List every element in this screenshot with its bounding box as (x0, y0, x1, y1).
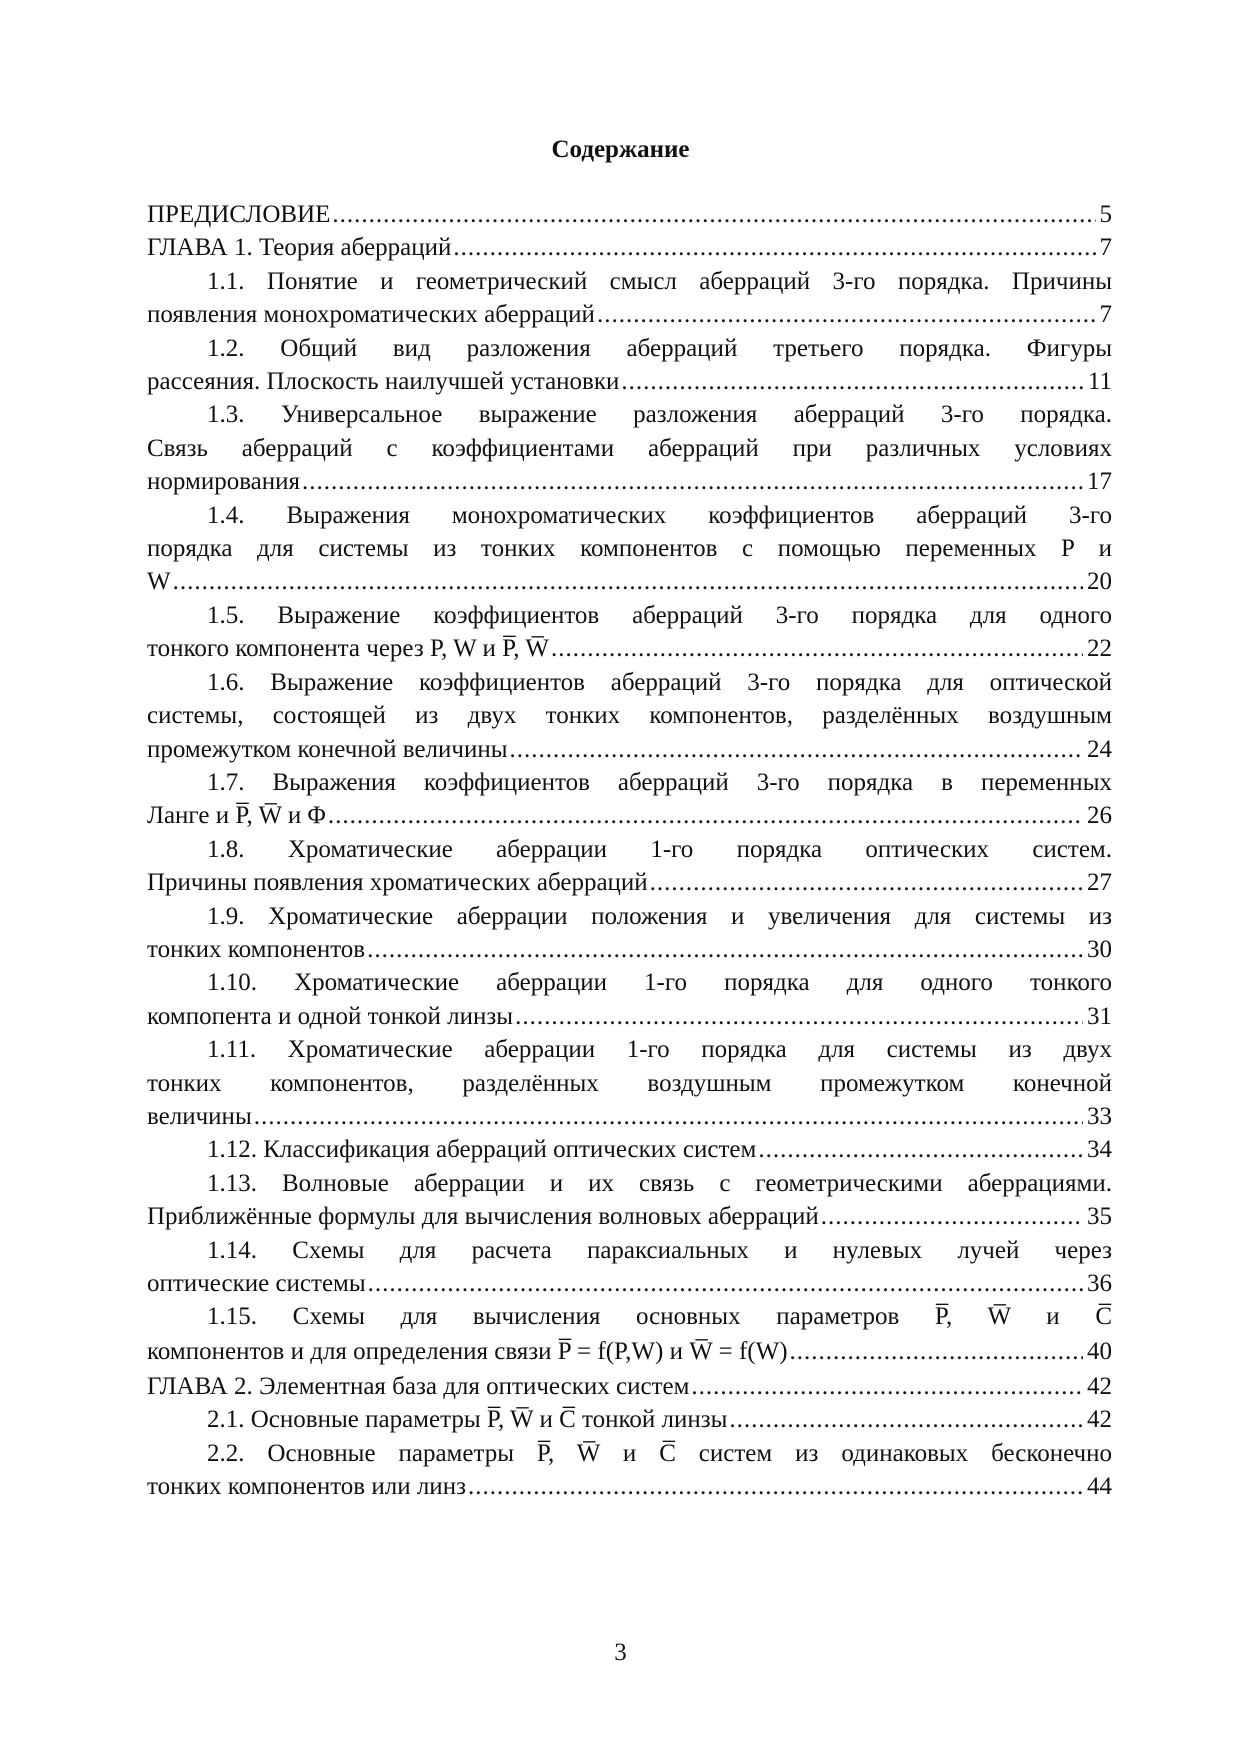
toc-entry-line: 1.5. Выражение коэффициентов аберраций 3-го порядка для одного (207, 601, 1112, 629)
toc-entry (147, 1300, 1112, 1369)
toc-entry-title: Приближённые формулы для вычисления волновых аберраций (147, 1203, 819, 1231)
toc-entry-page-number: 44 (1087, 1473, 1112, 1501)
toc-entry-line: 1.4. Выражения монохроматических коэффициентов аберраций 3-го (207, 501, 1112, 529)
toc-entry (147, 398, 1112, 498)
page-number: 3 (614, 1639, 627, 1666)
toc-entry-line: системы, состоящей из двух тонких компонентов, разделённых воздушным (147, 702, 1112, 730)
toc-entry-title: W (147, 568, 171, 596)
toc-entry-title: 1.12. Классификация аберраций оптических систем (207, 1136, 757, 1164)
toc-entry-page-number: 42 (1087, 1406, 1112, 1434)
dot-leader (302, 465, 1083, 498)
dot-leader (367, 933, 1083, 966)
toc-entry-title: рассеяния. Плоскость наилучшей установки (147, 368, 620, 396)
table-of-contents (147, 198, 1112, 1503)
toc-entry-title: Ланге и P̅, W̅ и Φ (147, 802, 326, 830)
toc-entry (147, 1437, 1112, 1504)
toc-entry-leader-line (147, 632, 1112, 665)
toc-entry (147, 833, 1112, 900)
toc-entry-title: компонентов и для определения связи P̅ = f(P,W) и W̅ = f(W) (147, 1337, 788, 1365)
dot-leader (621, 365, 1084, 398)
dot-leader (254, 1100, 1083, 1133)
toc-entry-title: ГЛАВА 2. Элементная база для оптических систем (147, 1372, 690, 1400)
dot-leader (790, 1334, 1083, 1370)
toc-entry-line: Связь аберраций с коэффициентами аберраций при различных условиях (147, 434, 1112, 462)
toc-entry (147, 332, 1112, 399)
toc-entry-page-number: 33 (1087, 1102, 1112, 1130)
dot-leader (691, 1370, 1083, 1403)
toc-entry-leader-line (147, 1133, 1112, 1166)
toc-entry-leader-line (147, 1267, 1112, 1300)
toc-entry-title: Причины появления хроматических аберраций (147, 869, 648, 897)
toc-entry (147, 1033, 1112, 1133)
dot-leader (821, 1200, 1083, 1233)
toc-entry-line: 1.13. Волновые аберрации и их связь с геометрическими аберрациями. (207, 1169, 1112, 1197)
toc-entry-leader-line (147, 866, 1112, 899)
toc-entry-line: 1.7. Выражения коэффициентов аберраций 3-го порядка в переменных (207, 768, 1112, 796)
toc-entry (147, 198, 1112, 231)
toc-entry-leader-line (147, 1100, 1112, 1133)
toc-entry-leader-line (147, 231, 1112, 264)
toc-entry-title: 2.1. Основные параметры P̅, W̅ и C̅ тонкой линзы (207, 1406, 728, 1434)
toc-entry-title: тонкого компонента через P, W и P̅, W̅ (147, 635, 549, 663)
toc-entry-leader-line (147, 365, 1112, 398)
toc-entry-title: ПРЕДИСЛОВИЕ (147, 201, 331, 228)
toc-entry-title: тонких компонентов (147, 935, 366, 963)
dot-leader (468, 1470, 1083, 1503)
toc-entry (147, 599, 1112, 666)
toc-entry-page-number: 22 (1087, 635, 1112, 663)
toc-entry-page-number: 5 (1099, 201, 1112, 228)
toc-entry-title: нормирования (147, 468, 301, 496)
toc-entry-line: 1.1. Понятие и геометрический смысл аберраций 3-го порядка. Причины (207, 267, 1112, 295)
toc-entry-line: 1.8. Хроматические аберрации 1-го порядка оптических систем. (207, 835, 1112, 863)
dot-leader (758, 1133, 1083, 1166)
toc-entry-line: 2.2. Основные параметры P̅, W̅ и C̅ систем из одинаковых бесконечно (207, 1439, 1112, 1467)
toc-entry-page-number: 26 (1087, 802, 1112, 830)
toc-entry-line: 1.9. Хроматические аберрации положения и увеличения для системы из (207, 902, 1112, 930)
toc-entry-line: 1.10. Хроматические аберрации 1-го порядка для одного тонкого (207, 969, 1112, 997)
dot-leader (597, 298, 1096, 331)
dot-leader (332, 198, 1095, 231)
dot-leader (650, 866, 1083, 899)
toc-entry-page-number: 7 (1099, 234, 1112, 262)
toc-title: Содержание (551, 136, 690, 163)
toc-entry-page-number: 40 (1087, 1337, 1112, 1365)
toc-entry-page-number: 27 (1087, 869, 1112, 897)
toc-entry-title: тонких компонентов или линз (147, 1473, 466, 1501)
toc-entry (147, 966, 1112, 1033)
toc-entry-leader-line (147, 799, 1112, 832)
toc-entry-leader-line (147, 933, 1112, 966)
toc-entry-line: порядка для системы из тонких компонентов с помощью переменных P и (147, 535, 1112, 563)
toc-entry-leader-line (147, 1470, 1112, 1503)
toc-entry-page-number: 35 (1087, 1203, 1112, 1231)
dot-leader (368, 1267, 1083, 1300)
toc-entry-title: компопента и одной тонкой линзы (147, 1002, 514, 1030)
toc-entry (147, 766, 1112, 833)
toc-entry-page-number: 36 (1087, 1270, 1112, 1297)
toc-entry-line: 1.3. Универсальное выражение разложения аберраций 3-го порядка. (207, 401, 1112, 429)
dot-leader (551, 632, 1083, 665)
toc-entry (147, 666, 1112, 766)
toc-entry-line: 1.2. Общий вид разложения аберраций третьего порядка. Фигуры (207, 334, 1112, 362)
toc-entry-line: 1.14. Схемы для расчета параксиальных и нулевых лучей через (207, 1236, 1112, 1264)
toc-entry-page-number: 11 (1087, 368, 1112, 396)
toc-entry (147, 265, 1112, 332)
toc-entry (147, 1234, 1112, 1301)
dot-leader (515, 1000, 1083, 1033)
toc-entry-leader-line (147, 1334, 1112, 1370)
toc-entry-page-number: 34 (1087, 1136, 1112, 1164)
toc-entry-line: 1.11. Хроматические аберрации 1-го порядка для системы из двух (207, 1036, 1112, 1064)
toc-entry-leader-line (147, 198, 1112, 231)
toc-entry (147, 231, 1112, 264)
toc-entry (147, 1133, 1112, 1166)
toc-entry-leader-line (147, 465, 1112, 498)
toc-entry-leader-line (147, 733, 1112, 766)
toc-entry-title: появления монохроматических аберраций (147, 301, 595, 329)
dot-leader (328, 799, 1083, 832)
dot-leader (453, 231, 1095, 264)
toc-entry-page-number: 31 (1087, 1002, 1112, 1030)
toc-entry (147, 499, 1112, 599)
toc-entry (147, 1403, 1112, 1436)
toc-entry (147, 900, 1112, 967)
toc-entry-title: оптические системы (147, 1270, 366, 1297)
toc-entry-page-number: 7 (1099, 301, 1112, 329)
toc-entry-leader-line (147, 1403, 1112, 1436)
toc-entry-line: 1.6. Выражение коэффициентов аберраций 3-го порядка для оптической (207, 668, 1112, 696)
toc-entry-leader-line (147, 1000, 1112, 1033)
toc-entry-page-number: 24 (1087, 735, 1112, 763)
toc-entry-leader-line (147, 565, 1112, 598)
toc-entry-page-number: 42 (1087, 1372, 1112, 1400)
toc-entry-leader-line (147, 298, 1112, 331)
toc-entry-title: промежутком конечной величины (147, 735, 508, 763)
toc-entry (147, 1370, 1112, 1403)
dot-leader (510, 733, 1083, 766)
dot-leader (173, 565, 1083, 598)
toc-entry-leader-line (147, 1200, 1112, 1233)
toc-entry-page-number: 17 (1087, 468, 1112, 496)
toc-entry-page-number: 20 (1087, 568, 1112, 596)
toc-entry-title: ГЛАВА 1. Теория аберраций (147, 234, 452, 262)
toc-entry-leader-line (147, 1370, 1112, 1403)
toc-entry-page-number: 30 (1087, 935, 1112, 963)
dot-leader (729, 1403, 1083, 1436)
toc-entry-title: величины (147, 1102, 252, 1130)
toc-entry-line: 1.15. Схемы для вычисления основных параметров P̅, W̅ и C̅ (207, 1303, 1112, 1331)
toc-entry (147, 1167, 1112, 1234)
toc-entry-line: тонких компонентов, разделённых воздушным промежутком конечной (147, 1069, 1112, 1097)
